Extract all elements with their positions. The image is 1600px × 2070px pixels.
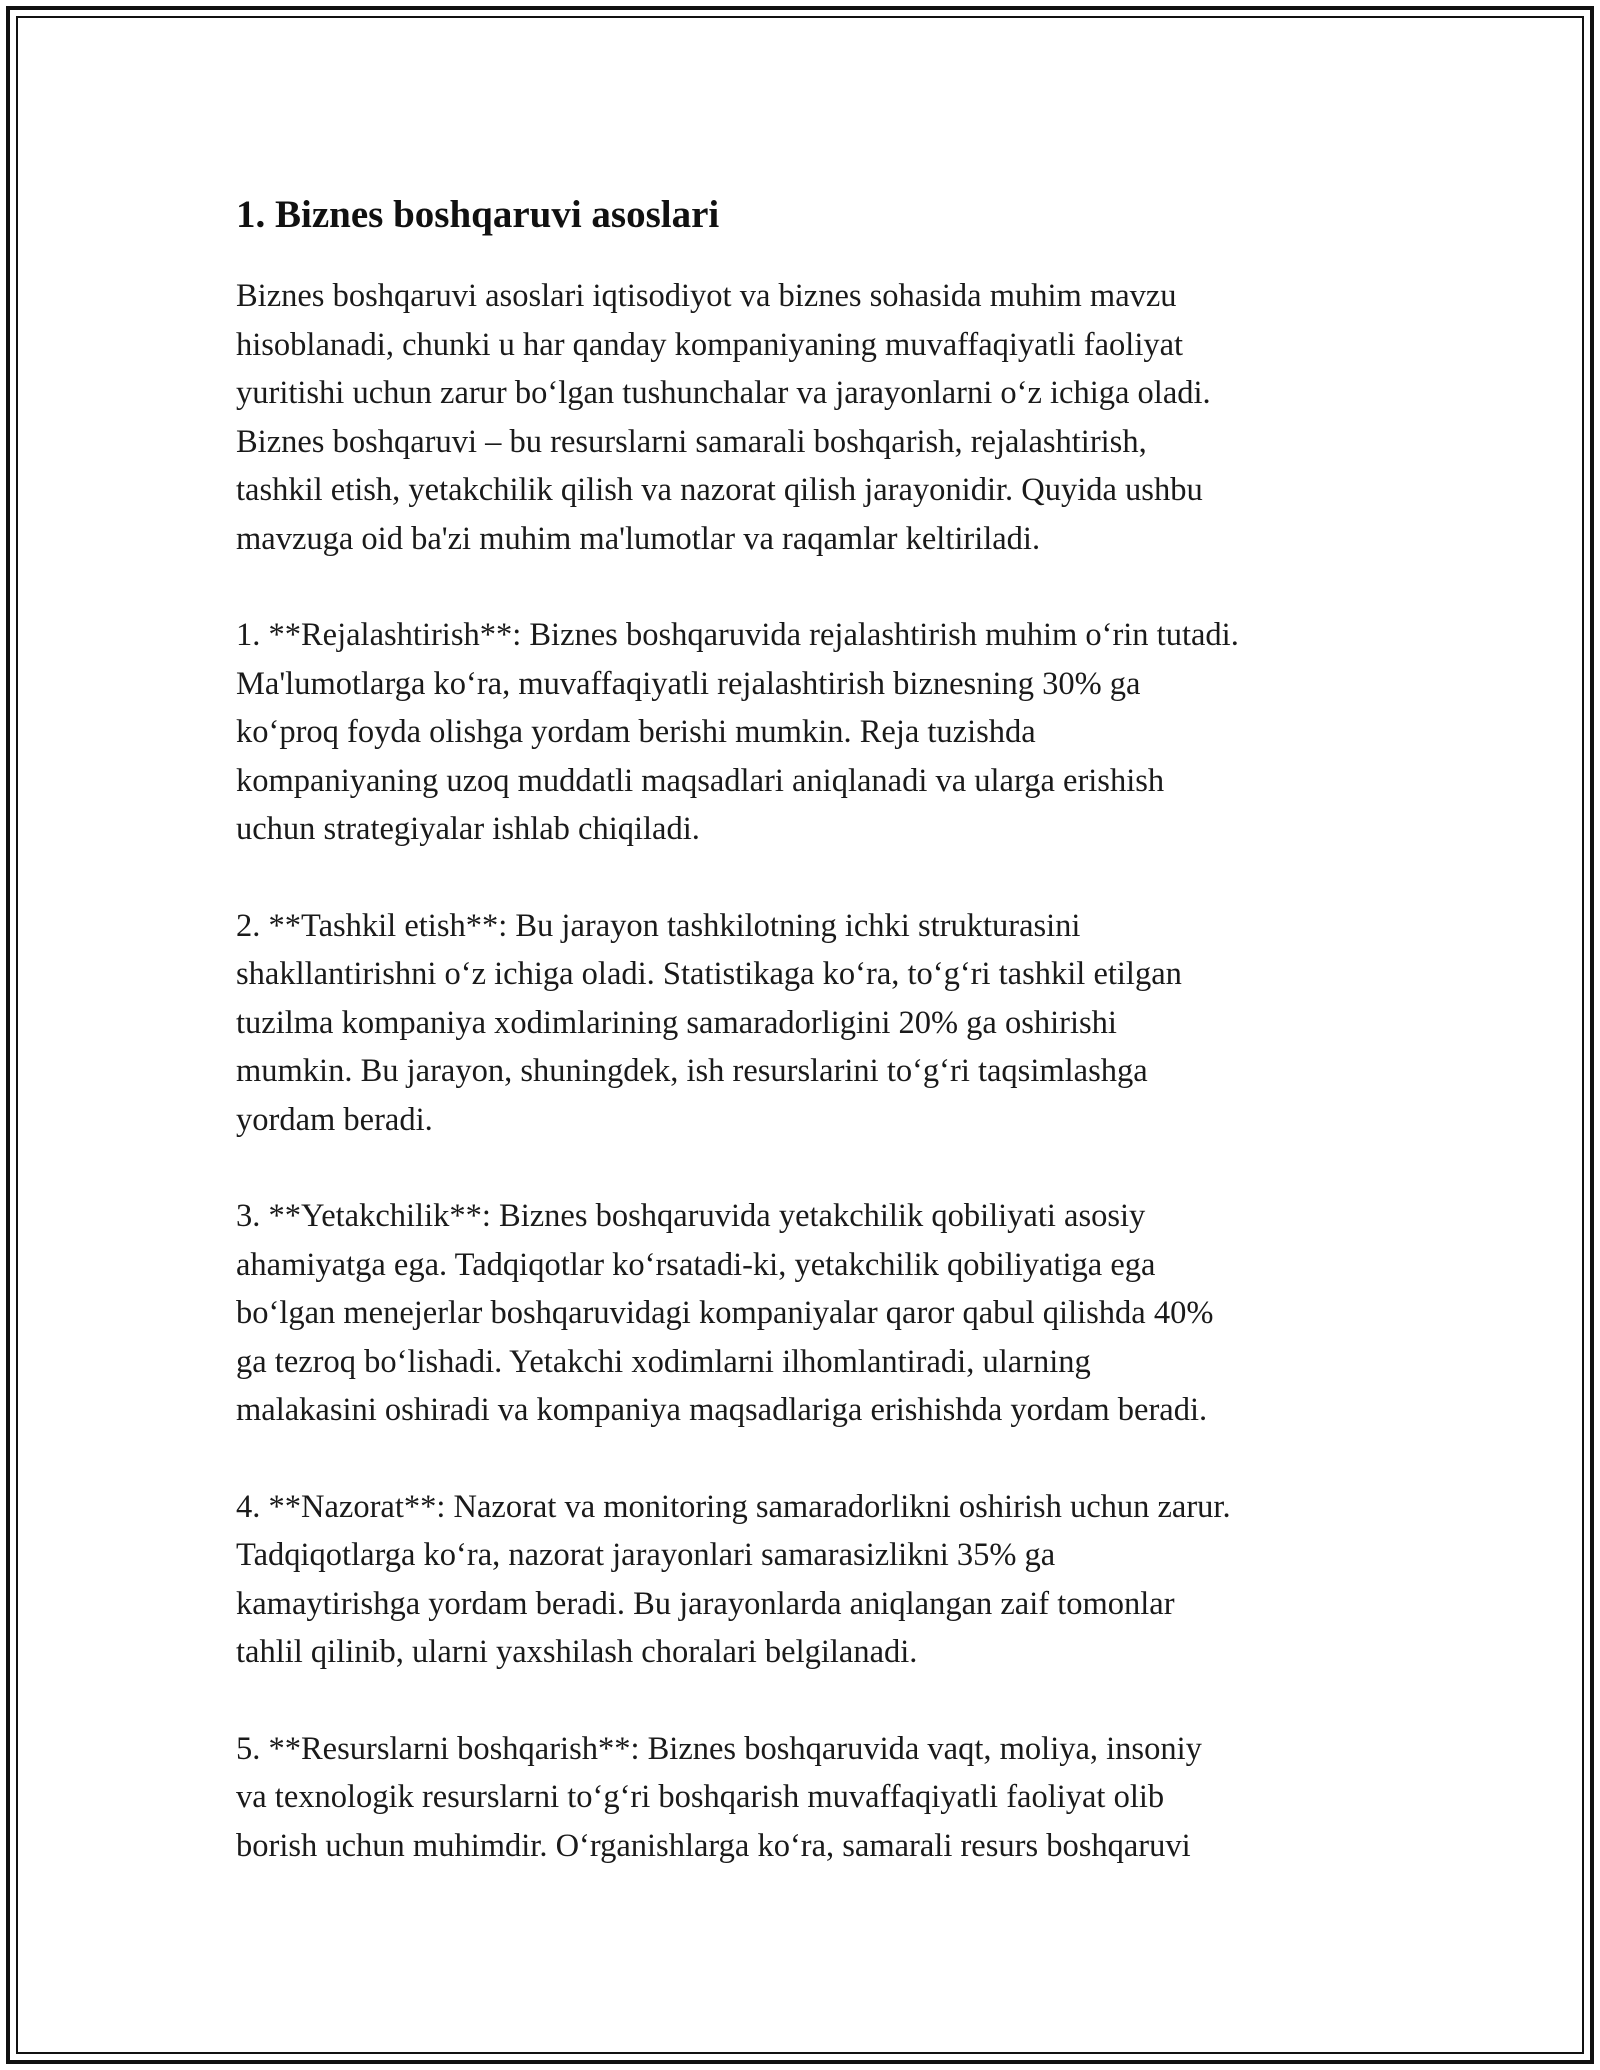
item-tashkil-etish [236, 902, 1386, 1145]
text-line: ko‘proq foyda olishga yordam berishi mumkin. Reja tuzishda [236, 714, 1036, 750]
item-nazorat [236, 1483, 1386, 1677]
text-line: mumkin. Bu jarayon, shuningdek, ish resurslarini to‘g‘ri taqsimlashga [236, 1053, 1148, 1089]
item-rejalashtirish [236, 611, 1386, 854]
text-line: kamaytirishga yordam beradi. Bu jarayonlarda aniqlangan zaif tomonlar [236, 1585, 1175, 1622]
text-line: Biznes boshqaruvi – bu resurslarni samarali boshqarish, rejalashtirish, [236, 423, 1147, 460]
text-line: tahlil qilinib, ularni yaxshilash choralari belgilanadi. [236, 1634, 918, 1670]
text-line: yuritishi uchun zarur bo‘lgan tushunchalar va jarayonlarni o‘z ichiga oladi. [236, 375, 1211, 411]
text-line: 1. **Rejalashtirish**: Biznes boshqaruvida rejalashtirish muhim o‘rin tutadi. [236, 617, 1239, 653]
text-line: Biznes boshqaruvi asoslari iqtisodiyot va biznes sohasida muhim mavzu [236, 278, 1177, 314]
text-line: bo‘lgan menejerlar boshqaruvidagi kompaniyalar qaror qabul qilishda 40% [236, 1295, 1214, 1331]
text-line: borish uchun muhimdir. O‘rganishlarga ko‘ra, samarali resurs boshqaruvi [236, 1827, 1191, 1864]
text-line: va texnologik resurslarni to‘g‘ri boshqarish muvaffaqiyatli faoliyat olib [236, 1779, 1165, 1815]
text-line: ga tezroq bo‘lishadi. Yetakchi xodimlarni ilhomlantiradi, ularning [236, 1343, 1091, 1380]
text-line: malakasini oshiradi va kompaniya maqsadlariga erishishda yordam beradi. [236, 1392, 1208, 1428]
text-line: ahamiyatga ega. Tadqiqotlar ko‘rsatadi-ki, yetakchilik qobiliyatiga ega [236, 1246, 1156, 1283]
text-line: 5. **Resurslarni boshqarish**: Biznes boshqaruvida vaqt, moliya, insoniy [236, 1730, 1202, 1767]
text-line: mavzuga oid ba'zi muhim ma'lumotlar va raqamlar keltiriladi. [236, 520, 1041, 557]
text-line: yordam beradi. [236, 1101, 433, 1138]
text-line: 4. **Nazorat**: Nazorat va monitoring samaradorlikni oshirish uchun zarur. [236, 1488, 1231, 1525]
text-line: uchun strategiyalar ishlab chiqiladi. [236, 811, 700, 847]
text-line: Tadqiqotlarga ko‘ra, nazorat jarayonlari samarasizlikni 35% ga [236, 1537, 1056, 1573]
document-body [236, 186, 1386, 1918]
text-line: kompaniyaning uzoq muddatli maqsadlari aniqlanadi va ularga erishish [236, 762, 1165, 799]
text-line: hisoblanadi, chunki u har qanday kompaniyaning muvaffaqiyatli faoliyat [236, 326, 1184, 363]
item-resurslarni-boshqarish [236, 1725, 1386, 1871]
text-line: tuzilma kompaniya xodimlarining samaradorligini 20% ga oshirishi [236, 1004, 1117, 1041]
text-line: 3. **Yetakchilik**: Biznes boshqaruvida yetakchilik qobiliyati asosiy [236, 1198, 1146, 1234]
text-line: Ma'lumotlarga ko‘ra, muvaffaqiyatli rejalashtirish biznesning 30% ga [236, 665, 1141, 702]
item-yetakchilik [236, 1192, 1386, 1435]
text-line: tashkil etish, yetakchilik qilish va nazorat qilish jarayonidir. Quyida ushbu [236, 472, 1203, 508]
section-heading: 1. Biznes boshqaruvi asoslari [236, 193, 720, 236]
text-line: 2. **Tashkil etish**: Bu jarayon tashkilotning ichki strukturasini [236, 907, 1081, 944]
text-line: shakllantirishni o‘z ichiga oladi. Statistikaga ko‘ra, to‘g‘ri tashkil etilgan [236, 956, 1182, 992]
intro-paragraph [236, 272, 1386, 563]
